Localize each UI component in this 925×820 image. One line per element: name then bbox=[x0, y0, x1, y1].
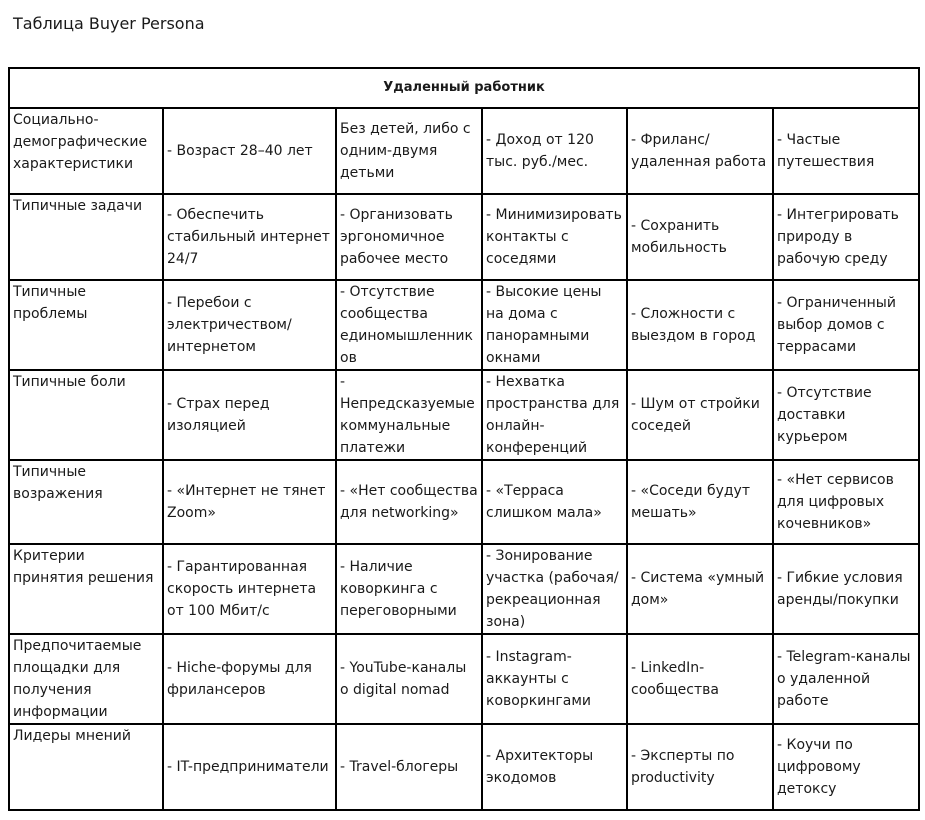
table-cell: - «Терраса слишком мала» bbox=[482, 460, 627, 544]
table-cell: - Фриланс/удаленная работа bbox=[627, 108, 773, 194]
table-row bbox=[9, 280, 919, 370]
table-cell: - Travel-блогеры bbox=[336, 724, 482, 810]
table-cell: - Ограниченный выбор домов с террасами bbox=[773, 280, 919, 370]
table-cell: - Эксперты по productivity bbox=[627, 724, 773, 810]
table-cell: - Гарантированная скорость интернета от 100 Мбит/с bbox=[163, 544, 336, 634]
table-cell: Без детей, либо с одним-двумя детьми bbox=[336, 108, 482, 194]
table-cell: - Высокие цены на дома с панорамными окнами bbox=[482, 280, 627, 370]
table-row bbox=[9, 634, 919, 724]
table-cell: - Интегрировать природу в рабочую среду bbox=[773, 194, 919, 280]
table-cell: - Отсутствие доставки курьером bbox=[773, 370, 919, 460]
table-cell: - Зонирование участка (рабочая/рекреационная зона) bbox=[482, 544, 627, 634]
table-cell: - «Соседи будут мешать» bbox=[627, 460, 773, 544]
table-cell: - Минимизировать контакты с соседями bbox=[482, 194, 627, 280]
table-cell: - Сохранить мобильность bbox=[627, 194, 773, 280]
table-cell: - Коучи по цифровому детоксу bbox=[773, 724, 919, 810]
table-cell: - Instagram-аккаунты с коворкингами bbox=[482, 634, 627, 724]
table-cell: - «Нет сообщества для networking» bbox=[336, 460, 482, 544]
table-cell: - Страх перед изоляцией bbox=[163, 370, 336, 460]
table-cell: - Частые путешествия bbox=[773, 108, 919, 194]
table-cell: - Отсутствие сообщества единомышленников bbox=[336, 280, 482, 370]
table-row bbox=[9, 108, 919, 194]
table-cell: - Система «умный дом» bbox=[627, 544, 773, 634]
row-label: Типичные боли bbox=[9, 370, 163, 460]
table-cell: - YouTube-каналы о digital nomad bbox=[336, 634, 482, 724]
table-cell: - Telegram-каналы о удаленной работе bbox=[773, 634, 919, 724]
table-cell: - LinkedIn-сообщества bbox=[627, 634, 773, 724]
table-row bbox=[9, 544, 919, 634]
table-cell: - Доход от 120 тыс. руб./мес. bbox=[482, 108, 627, 194]
table-row bbox=[9, 194, 919, 280]
row-label: Социально-демографические характеристики bbox=[9, 108, 163, 194]
table-cell: - Возраст 28–40 лет bbox=[163, 108, 336, 194]
persona-header: Удаленный работник bbox=[9, 68, 919, 108]
table-cell: - Непредсказуемые коммунальные платежи bbox=[336, 370, 482, 460]
table-row bbox=[9, 724, 919, 810]
table-cell: - Перебои с электричеством/интернетом bbox=[163, 280, 336, 370]
table-cell: - Гибкие условия аренды/покупки bbox=[773, 544, 919, 634]
table-cell: - «Интернет не тянет Zoom» bbox=[163, 460, 336, 544]
row-label: Типичные проблемы bbox=[9, 280, 163, 370]
table-row bbox=[9, 370, 919, 460]
row-label: Лидеры мнений bbox=[9, 724, 163, 810]
table-cell: - «Нет сервисов для цифровых кочевников» bbox=[773, 460, 919, 544]
table-cell: - Нехватка пространства для онлайн-конференций bbox=[482, 370, 627, 460]
table-cell: - Организовать эргономичное рабочее место bbox=[336, 194, 482, 280]
table-row bbox=[9, 460, 919, 544]
row-label: Критерии принятия решения bbox=[9, 544, 163, 634]
row-label: Типичные возражения bbox=[9, 460, 163, 544]
row-label: Предпочитаемые площадки для получения информации bbox=[9, 634, 163, 724]
table-cell: - IT-предприниматели bbox=[163, 724, 336, 810]
buyer-persona-table bbox=[8, 67, 920, 811]
document-title: Таблица Buyer Persona bbox=[13, 14, 205, 33]
table-cell: - Hiche-форумы для фрилансеров bbox=[163, 634, 336, 724]
table-cell: - Архитекторы экодомов bbox=[482, 724, 627, 810]
table-cell: - Наличие коворкинга с переговорными bbox=[336, 544, 482, 634]
table-cell: - Обеспечить стабильный интернет 24/7 bbox=[163, 194, 336, 280]
table-header-row bbox=[9, 68, 919, 108]
table-cell: - Шум от стройки соседей bbox=[627, 370, 773, 460]
row-label: Типичные задачи bbox=[9, 194, 163, 280]
table-cell: - Сложности с выездом в город bbox=[627, 280, 773, 370]
